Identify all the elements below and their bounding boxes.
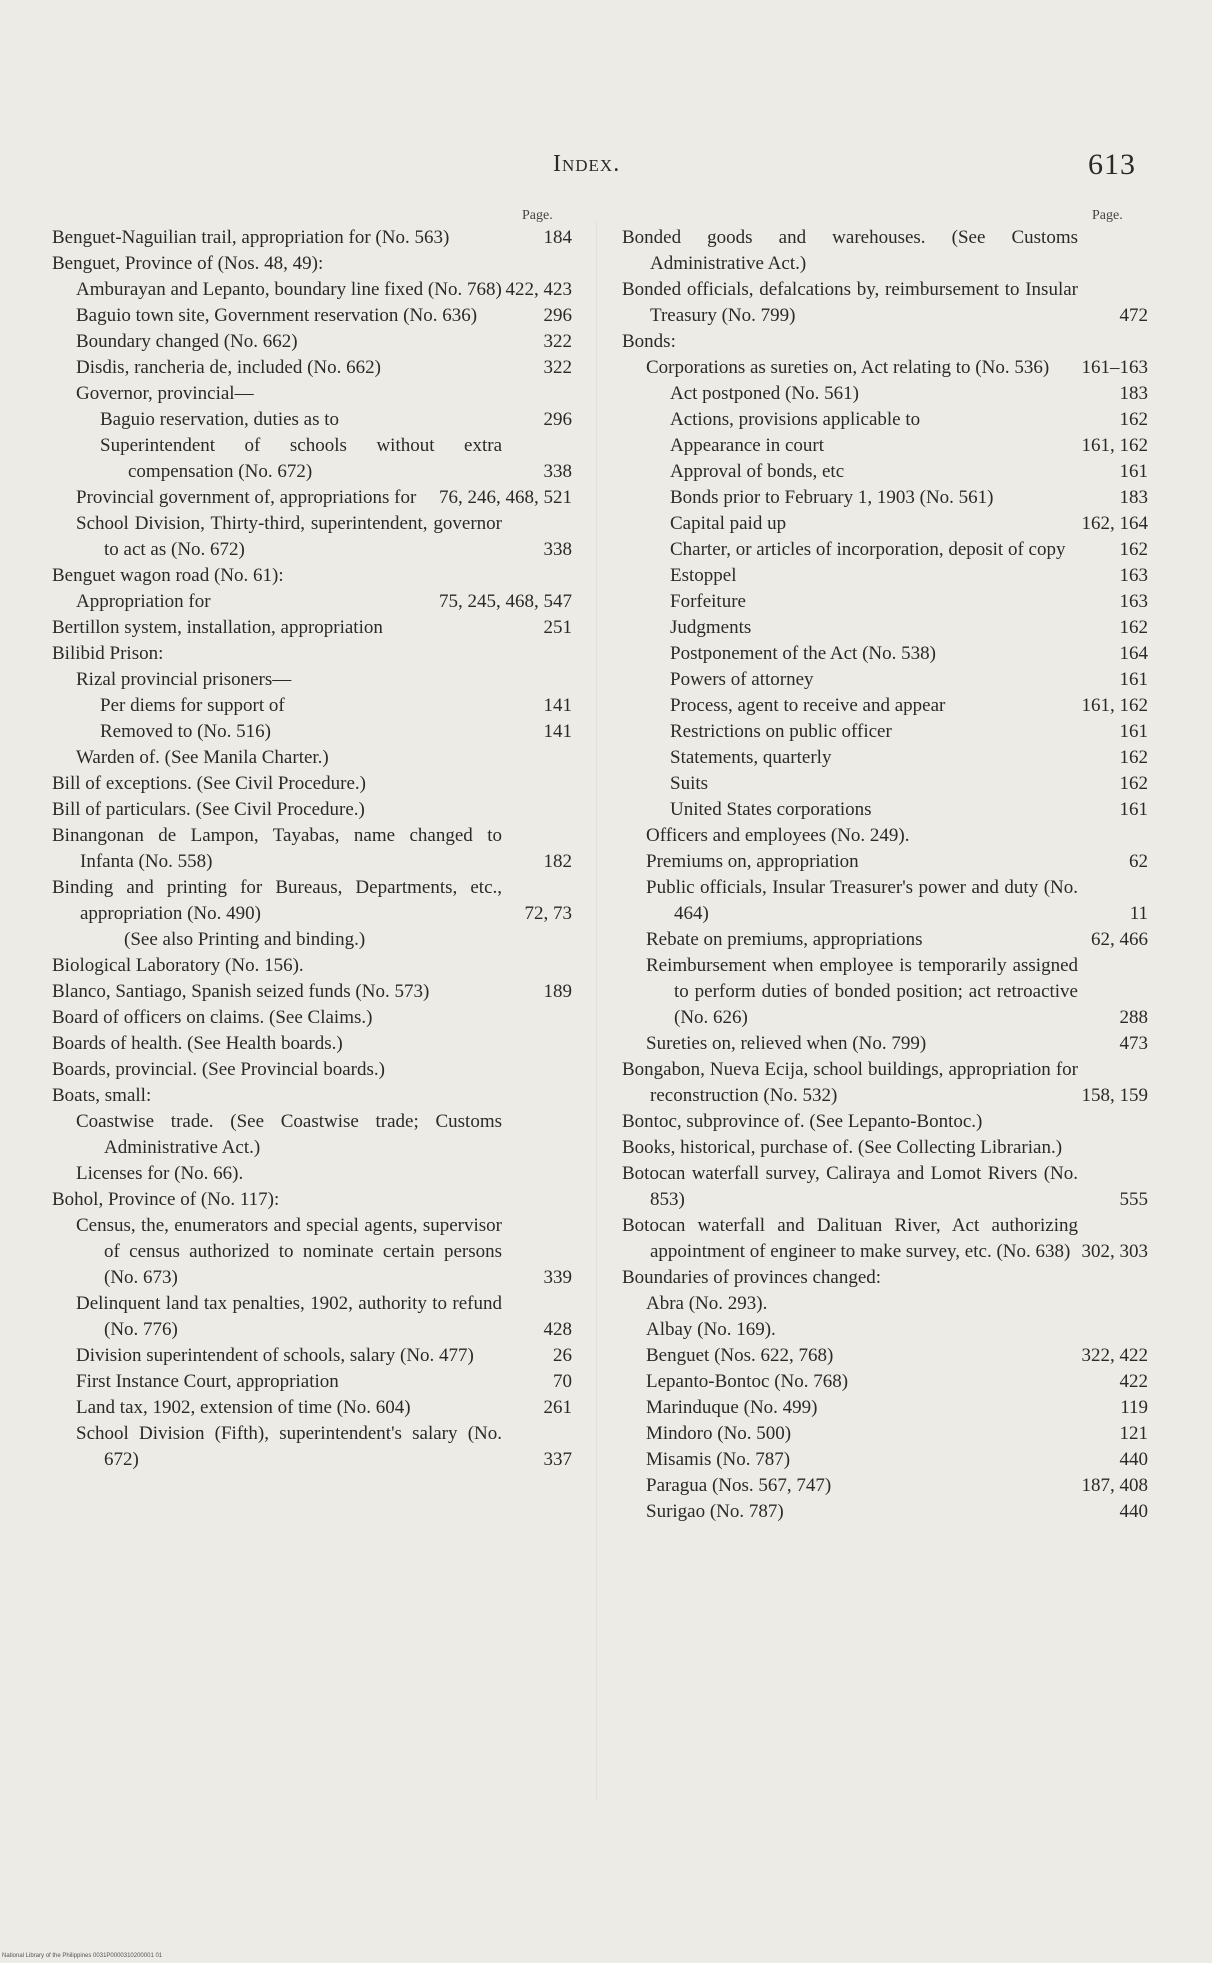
index-entry-text: Statements, quarterly — [670, 747, 832, 768]
footer-credit: National Library of the Philippines 0031P0000310200001 01 — [2, 1953, 163, 1959]
index-entry-page: 158, 159 — [1081, 1085, 1148, 1106]
index-entry — [622, 1109, 1148, 1135]
index-entry-text: Botocan waterfall survey, Caliraya and Lomot Rivers (No. 853) — [622, 1163, 1078, 1210]
index-entry — [52, 1343, 572, 1369]
index-entry-text: Coastwise trade. (See Coastwise trade; Customs Administrative Act.) — [76, 1111, 502, 1158]
index-entry — [52, 225, 572, 251]
index-entry — [52, 589, 572, 615]
index-column-left — [52, 225, 572, 1473]
index-entry — [622, 1343, 1148, 1369]
index-entry — [622, 693, 1148, 719]
index-entry — [622, 511, 1148, 537]
index-entry-page: 472 — [1119, 305, 1148, 326]
index-entry — [52, 719, 572, 745]
index-entry-text: Corporations as sureties on, Act relating to (No. 536) — [646, 357, 1050, 378]
index-entry — [622, 1447, 1148, 1473]
index-entry-page: 184 — [543, 227, 572, 248]
index-entry-text: Rebate on premiums, appropriations — [646, 929, 923, 950]
index-entry-page: 72, 73 — [524, 903, 572, 924]
index-entry — [52, 615, 572, 641]
index-entry — [622, 1161, 1148, 1213]
index-entry-text: Blanco, Santiago, Spanish seized funds (No. 573) — [52, 981, 430, 1002]
index-entry — [622, 953, 1148, 1031]
index-entry — [52, 667, 572, 693]
index-entry-page: 337 — [543, 1449, 572, 1470]
index-entry-page: 161, 162 — [1081, 435, 1148, 456]
index-entry-text: Officers and employees (No. 249). — [646, 825, 910, 846]
index-entry-text: Per diems for support of — [100, 695, 285, 716]
index-entry-text: Warden of. (See Manila Charter.) — [76, 747, 329, 768]
index-entry-text: Benguet, Province of (Nos. 48, 49): — [52, 253, 324, 274]
index-entry — [622, 797, 1148, 823]
index-entry-text: Boards, provincial. (See Provincial boards.) — [52, 1059, 385, 1080]
index-entry-page: 189 — [543, 981, 572, 1002]
index-entry-page: 440 — [1119, 1449, 1148, 1470]
index-entry-page: 161, 162 — [1081, 695, 1148, 716]
index-entry-text: Albay (No. 169). — [646, 1319, 776, 1340]
index-entry — [622, 225, 1148, 277]
index-entry-text: Appearance in court — [670, 435, 825, 456]
index-entry-text: Disdis, rancheria de, included (No. 662) — [76, 357, 381, 378]
index-entry-text: Capital paid up — [670, 513, 787, 534]
index-entry — [622, 875, 1148, 927]
index-entry-page: 161–163 — [1081, 357, 1148, 378]
index-entry-text: Marinduque (No. 499) — [646, 1397, 818, 1418]
index-entry — [52, 1369, 572, 1395]
index-entry-page: 338 — [543, 461, 572, 482]
index-entry — [52, 1005, 572, 1031]
index-entry-page: 440 — [1119, 1501, 1148, 1522]
index-entry-text: Bohol, Province of (No. 117): — [52, 1189, 280, 1210]
index-entry-text: Rizal provincial prisoners— — [76, 669, 292, 690]
index-entry — [52, 693, 572, 719]
index-entry — [52, 563, 572, 589]
index-entry — [622, 433, 1148, 459]
index-entry-text: Paragua (Nos. 567, 747) — [646, 1475, 832, 1496]
index-entry-text: Reimbursement when employee is temporarily assigned to perform duties of bonded position; act retroactive (No. 626) — [646, 955, 1078, 1028]
index-entry-page: 70 — [553, 1371, 572, 1392]
index-entry-page: 322, 422 — [1081, 1345, 1148, 1366]
index-entry-text: Lepanto-Bontoc (No. 768) — [646, 1371, 849, 1392]
index-entry-text: Bonded goods and warehouses. (See Customs Administrative Act.) — [622, 227, 1078, 274]
index-entry-page: 183 — [1119, 487, 1148, 508]
index-entry — [622, 1057, 1148, 1109]
index-entry — [52, 1083, 572, 1109]
index-entry — [622, 1473, 1148, 1499]
index-entry-page: 261 — [543, 1397, 572, 1418]
index-entry-page: 141 — [543, 721, 572, 742]
index-entry-text: Sureties on, relieved when (No. 799) — [646, 1033, 927, 1054]
index-entry-page: 187, 408 — [1081, 1475, 1148, 1496]
index-entry — [52, 875, 572, 927]
index-entry — [52, 355, 572, 381]
index-entry-text: Baguio town site, Government reservation (No. 636) — [76, 305, 478, 326]
index-entry — [52, 1187, 572, 1213]
index-entry — [52, 641, 572, 667]
index-entry-page: 62, 466 — [1091, 929, 1148, 950]
index-entry-text: United States corporations — [670, 799, 872, 820]
index-entry-page: 162, 164 — [1081, 513, 1148, 534]
index-entry-text: Bongabon, Nueva Ecija, school buildings, appropriation for reconstruction (No. 532) — [622, 1059, 1078, 1106]
index-entry — [52, 1057, 572, 1083]
index-entry-text: Removed to (No. 516) — [100, 721, 271, 742]
index-entry-text: Postponement of the Act (No. 538) — [670, 643, 936, 664]
index-entry-page: 555 — [1119, 1189, 1148, 1210]
index-entry-page: 183 — [1119, 383, 1148, 404]
index-entry — [622, 1213, 1148, 1265]
index-entry-page: 11 — [1129, 903, 1148, 924]
index-entry-text: Superintendent of schools without extra compensation (No. 672) — [100, 435, 502, 482]
right-column-page-label: Page. — [1092, 208, 1123, 223]
index-entry — [52, 1395, 572, 1421]
index-entry-text: Approval of bonds, etc — [670, 461, 845, 482]
index-entry-text: Public officials, Insular Treasurer's power and duty (No. 464) — [646, 877, 1078, 924]
index-entry — [622, 407, 1148, 433]
index-entry-text: Amburayan and Lepanto, boundary line fixed (No. 768) — [76, 279, 502, 300]
index-entry — [52, 407, 572, 433]
index-entry — [622, 849, 1148, 875]
index-entry-page: 163 — [1119, 565, 1148, 586]
index-entry-text: Benguet wagon road (No. 61): — [52, 565, 284, 586]
index-entry-page: 76, 246, 468, 521 — [439, 487, 572, 508]
index-entry-text: Benguet-Naguilian trail, appropriation for (No. 563) — [52, 227, 450, 248]
index-entry-text: Surigao (No. 787) — [646, 1501, 784, 1522]
index-entry-page: 162 — [1119, 773, 1148, 794]
index-entry — [52, 797, 572, 823]
index-entry-text: Boundaries of provinces changed: — [622, 1267, 882, 1288]
index-entry-text: Powers of attorney — [670, 669, 814, 690]
index-entry-text: Land tax, 1902, extension of time (No. 604) — [76, 1397, 411, 1418]
index-entry-text: Act postponed (No. 561) — [670, 383, 859, 404]
index-entry — [622, 537, 1148, 563]
index-entry — [52, 1161, 572, 1187]
index-entry-text: Bertillon system, installation, appropriation — [52, 617, 383, 638]
index-entry — [52, 433, 572, 485]
index-entry-page: 162 — [1119, 539, 1148, 560]
index-entry — [622, 745, 1148, 771]
index-entry — [622, 1031, 1148, 1057]
index-entry-page: 26 — [553, 1345, 572, 1366]
index-entry-page: 338 — [543, 539, 572, 560]
index-entry-text: (See also Printing and binding.) — [124, 929, 366, 950]
index-entry-text: Biological Laboratory (No. 156). — [52, 955, 304, 976]
index-entry — [52, 1213, 572, 1291]
index-entry-text: First Instance Court, appropriation — [76, 1371, 339, 1392]
index-entry — [52, 927, 572, 953]
index-entry-text: Bilibid Prison: — [52, 643, 164, 664]
index-entry-text: Appropriation for — [76, 591, 211, 612]
index-entry-text: Suits — [670, 773, 709, 794]
index-entry-page: 163 — [1119, 591, 1148, 612]
index-entry — [622, 823, 1148, 849]
index-entry-text: Benguet (Nos. 622, 768) — [646, 1345, 834, 1366]
index-entry — [622, 459, 1148, 485]
index-entry-page: 428 — [543, 1319, 572, 1340]
index-entry-text: Boats, small: — [52, 1085, 152, 1106]
index-entry-page: 75, 245, 468, 547 — [439, 591, 572, 612]
index-entry — [622, 1369, 1148, 1395]
index-entry-page: 422, 423 — [505, 279, 572, 300]
index-entry — [622, 1291, 1148, 1317]
index-entry-page: 161 — [1119, 799, 1148, 820]
index-entry-text: Abra (No. 293). — [646, 1293, 768, 1314]
index-entry-text: Books, historical, purchase of. (See Collecting Librarian.) — [622, 1137, 1063, 1158]
index-entry — [52, 303, 572, 329]
index-entry-text: Charter, or articles of incorporation, deposit of copy — [670, 539, 1066, 560]
page-number: 613 — [1088, 148, 1136, 181]
index-entry-page: 339 — [543, 1267, 572, 1288]
index-entry — [622, 563, 1148, 589]
index-entry — [52, 1109, 572, 1161]
index-entry — [52, 1291, 572, 1343]
index-entry-text: Provincial government of, appropriations for — [76, 487, 417, 508]
page-header-title: Index. — [553, 151, 621, 177]
index-entry-text: Binangonan de Lampon, Tayabas, name changed to Infanta (No. 558) — [52, 825, 502, 872]
index-entry-text: School Division, Thirty-third, superintendent, governor to act as (No. 672) — [76, 513, 502, 560]
index-entry-page: 161 — [1119, 461, 1148, 482]
index-entry-page: 141 — [543, 695, 572, 716]
index-entry — [52, 277, 572, 303]
index-entry — [52, 771, 572, 797]
index-entry-text: Judgments — [670, 617, 752, 638]
index-entry — [52, 329, 572, 355]
column-divider — [596, 220, 597, 1800]
index-entry-page: 182 — [543, 851, 572, 872]
left-column-page-label: Page. — [522, 208, 553, 223]
index-entry-text: Board of officers on claims. (See Claims.) — [52, 1007, 373, 1028]
index-entry-text: Binding and printing for Bureaus, Departments, etc., appropriation (No. 490) — [52, 877, 502, 924]
index-entry — [622, 615, 1148, 641]
index-entry-text: Bill of exceptions. (See Civil Procedure.) — [52, 773, 366, 794]
index-entry-text: School Division (Fifth), superintendent's salary (No. 672) — [76, 1423, 502, 1470]
index-entry-text: Bonds: — [622, 331, 676, 352]
index-entry-text: Bonds prior to February 1, 1903 (No. 561) — [670, 487, 994, 508]
index-column-right — [622, 225, 1148, 1525]
index-entry-text: Bontoc, subprovince of. (See Lepanto-Bontoc.) — [622, 1111, 983, 1132]
index-entry — [622, 1421, 1148, 1447]
index-entry — [622, 641, 1148, 667]
index-entry-page: 162 — [1119, 409, 1148, 430]
index-entry-page: 164 — [1119, 643, 1148, 664]
index-entry-text: Botocan waterfall and Dalituan River, Act authorizing appointment of engineer to make survey, etc. (No. 638) — [622, 1215, 1078, 1262]
index-entry-page: 322 — [543, 357, 572, 378]
index-entry-page: 322 — [543, 331, 572, 352]
index-entry — [622, 277, 1148, 329]
index-entry — [52, 953, 572, 979]
index-entry — [622, 667, 1148, 693]
index-entry-page: 288 — [1119, 1007, 1148, 1028]
index-entry — [622, 485, 1148, 511]
index-entry-text: Premiums on, appropriation — [646, 851, 859, 872]
index-entry — [622, 355, 1148, 381]
index-entry-page: 296 — [543, 409, 572, 430]
index-entry-text: Boundary changed (No. 662) — [76, 331, 298, 352]
index-entry — [52, 485, 572, 511]
index-entry — [622, 329, 1148, 355]
index-entry — [622, 927, 1148, 953]
index-entry-page: 296 — [543, 305, 572, 326]
index-entry-text: Mindoro (No. 500) — [646, 1423, 792, 1444]
index-entry — [622, 771, 1148, 797]
index-entry-text: Census, the, enumerators and special agents, supervisor of census authorized to nominate certain persons (No. 673) — [76, 1215, 502, 1288]
index-entry-page: 162 — [1119, 617, 1148, 638]
index-entry — [622, 1395, 1148, 1421]
index-entry-text: Estoppel — [670, 565, 737, 586]
index-entry — [622, 1135, 1148, 1161]
index-entry-text: Baguio reservation, duties as to — [100, 409, 340, 430]
index-entry-text: Restrictions on public officer — [670, 721, 892, 742]
index-entry — [52, 251, 572, 277]
index-entry-text: Process, agent to receive and appear — [670, 695, 946, 716]
index-entry — [622, 1317, 1148, 1343]
index-entry-text: Bonded officials, defalcations by, reimbursement to Insular Treasury (No. 799) — [622, 279, 1078, 326]
index-entry — [622, 719, 1148, 745]
index-entry — [52, 1421, 572, 1473]
index-entry — [622, 381, 1148, 407]
index-entry — [52, 381, 572, 407]
index-entry-text: Licenses for (No. 66). — [76, 1163, 244, 1184]
index-entry-page: 422 — [1119, 1371, 1148, 1392]
index-entry — [622, 589, 1148, 615]
index-entry-text: Governor, provincial— — [76, 383, 254, 404]
index-entry-page: 302, 303 — [1081, 1241, 1148, 1262]
index-entry — [622, 1265, 1148, 1291]
index-entry — [52, 745, 572, 771]
index-entry-page: 162 — [1119, 747, 1148, 768]
index-entry-text: Division superintendent of schools, salary (No. 477) — [76, 1345, 474, 1366]
index-entry-page: 473 — [1119, 1033, 1148, 1054]
index-entry-text: Boards of health. (See Health boards.) — [52, 1033, 343, 1054]
index-entry-page: 62 — [1129, 851, 1148, 872]
index-entry-page: 161 — [1119, 721, 1148, 742]
index-entry-page: 251 — [543, 617, 572, 638]
index-entry-text: Actions, provisions applicable to — [670, 409, 921, 430]
index-entry-page: 119 — [1120, 1397, 1148, 1418]
index-entry-text: Bill of particulars. (See Civil Procedure.) — [52, 799, 365, 820]
index-entry-text: Misamis (No. 787) — [646, 1449, 791, 1470]
index-entry — [52, 511, 572, 563]
index-entry — [52, 979, 572, 1005]
index-entry-page: 121 — [1119, 1423, 1148, 1444]
index-entry — [52, 823, 572, 875]
index-entry-page: 161 — [1119, 669, 1148, 690]
index-entry-text: Delinquent land tax penalties, 1902, authority to refund (No. 776) — [76, 1293, 502, 1340]
index-entry — [52, 1031, 572, 1057]
index-entry-text: Forfeiture — [670, 591, 746, 612]
index-entry — [622, 1499, 1148, 1525]
